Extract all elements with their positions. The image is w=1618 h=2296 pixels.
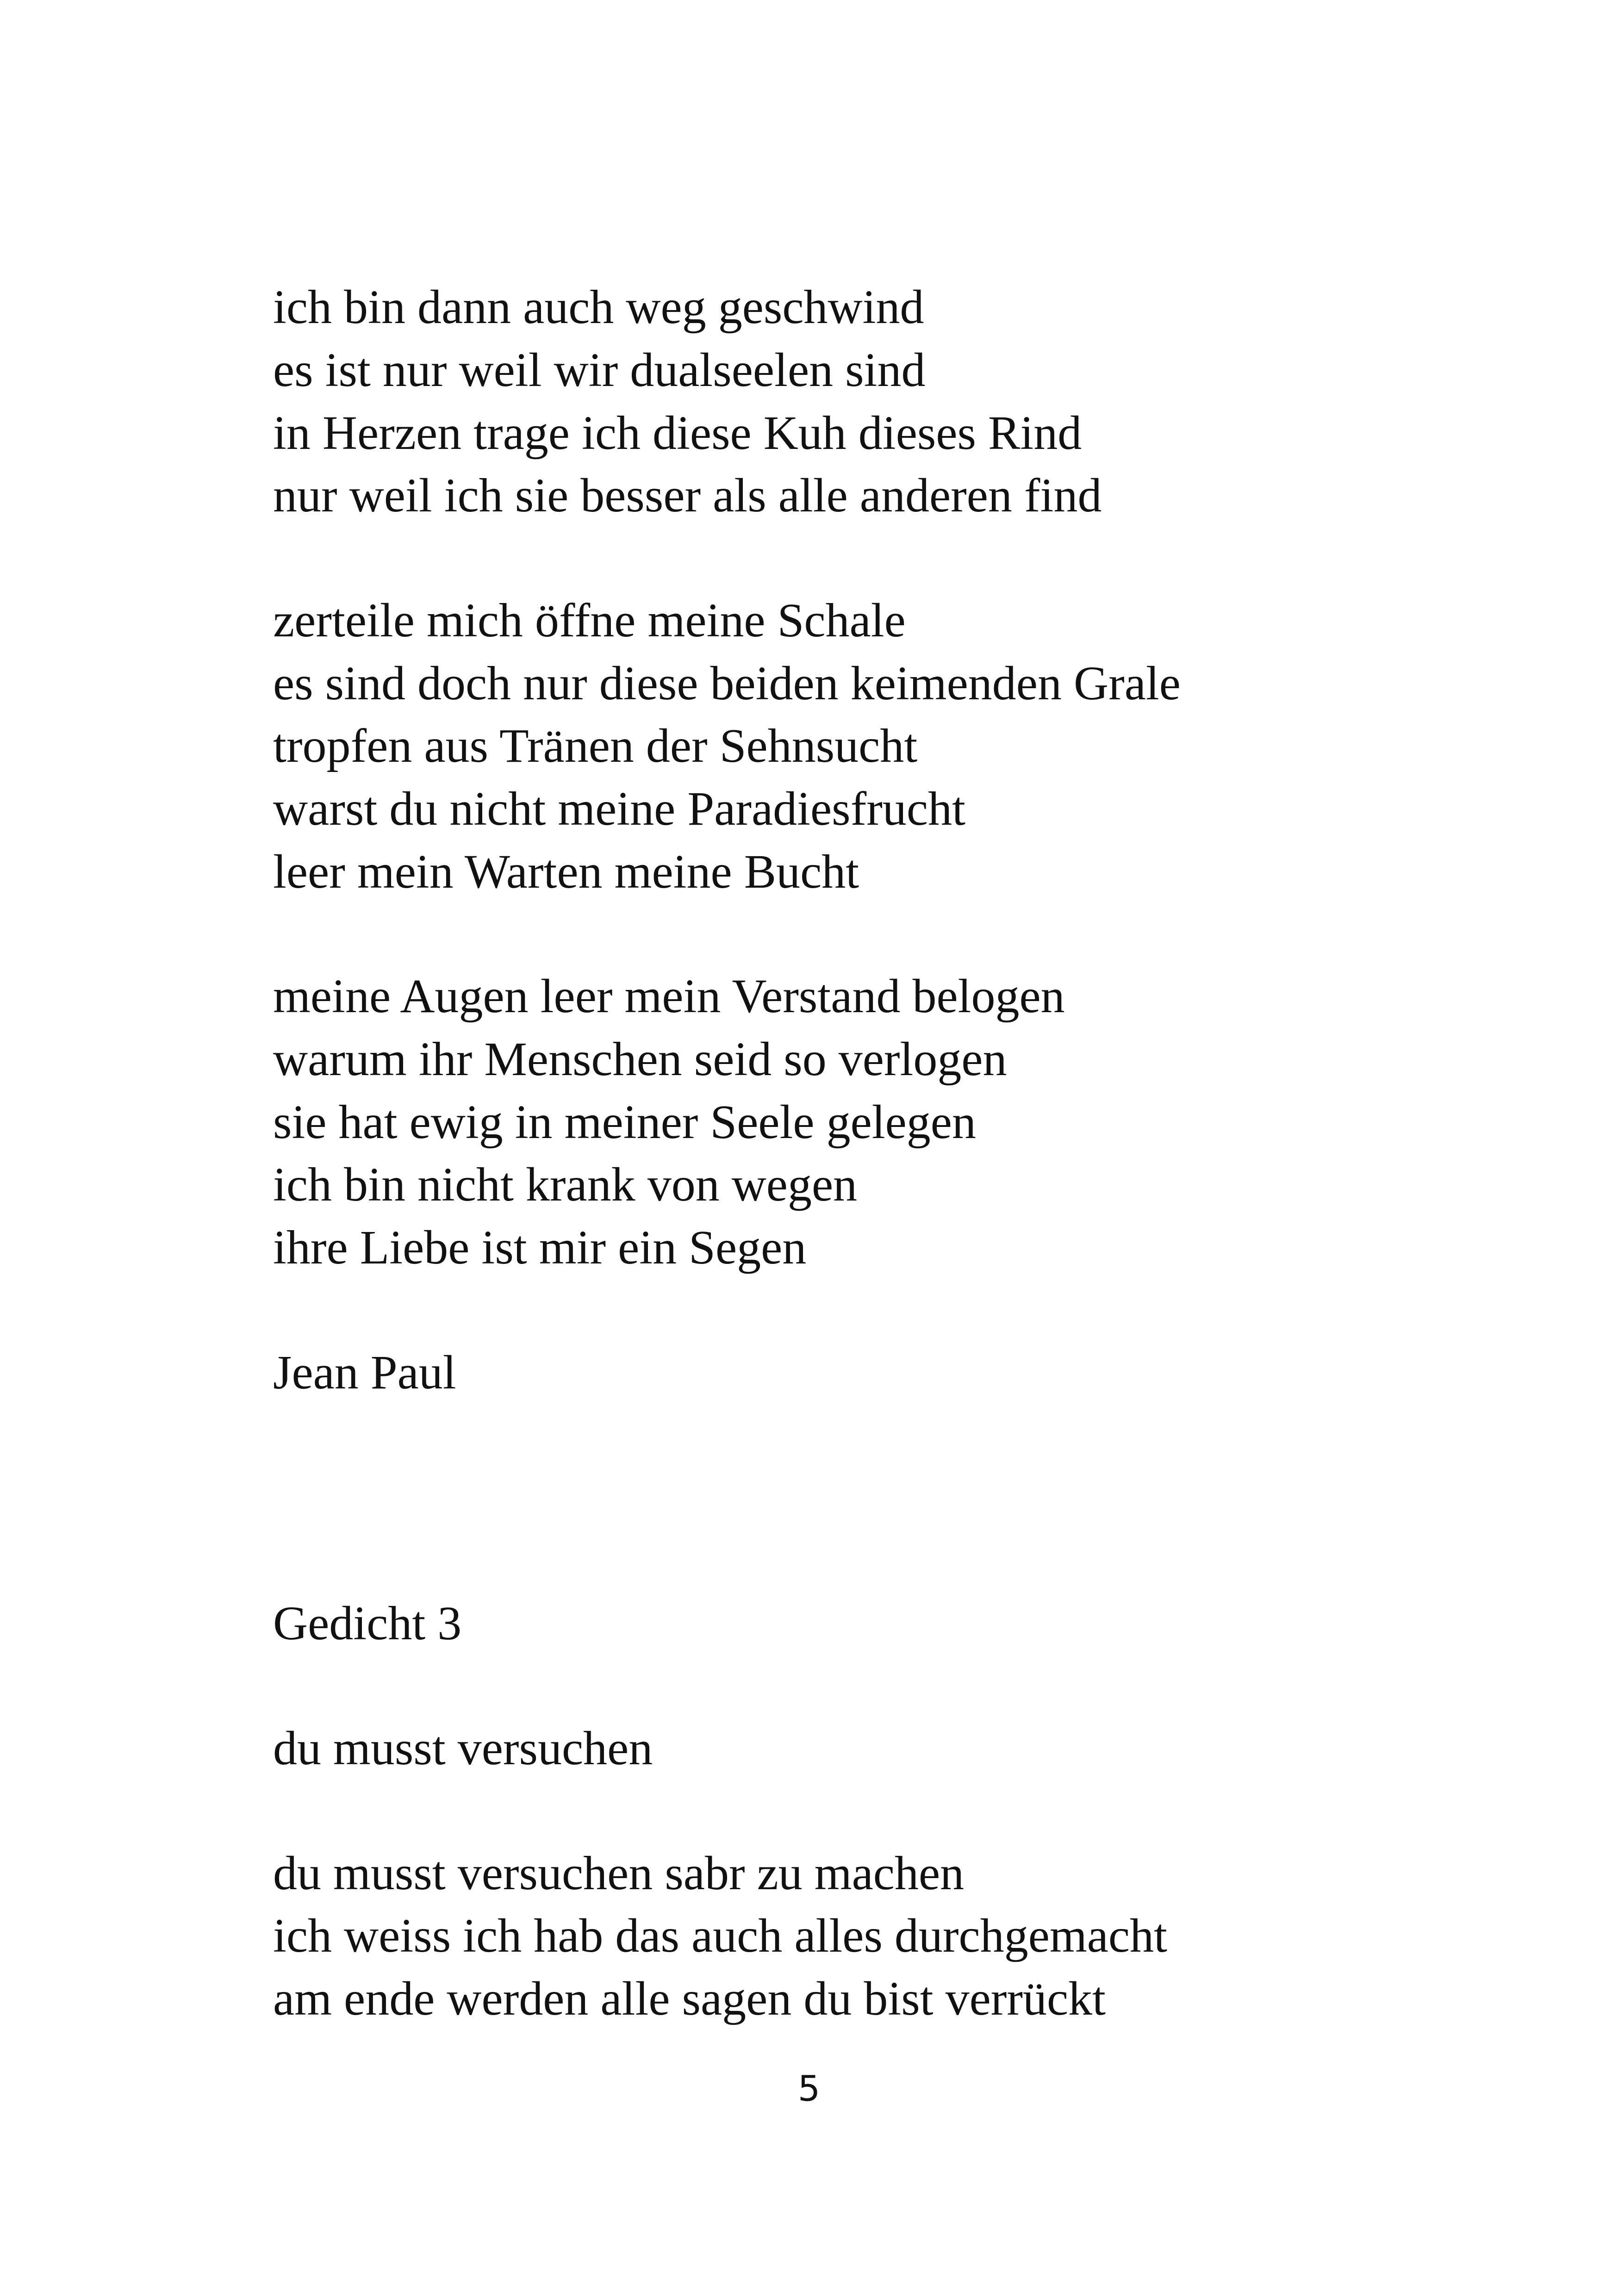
poem-line: du musst versuchen sabr zu machen <box>273 1847 965 1900</box>
poem-line: tropfen aus Tränen der Sehnsucht <box>273 719 918 772</box>
poem-line: warst du nicht meine Paradiesfrucht <box>273 782 965 835</box>
poem-line: in Herzen trage ich diese Kuh dieses Rind <box>273 406 1082 460</box>
poem-title: du musst versuchen <box>273 1722 653 1775</box>
poem-line: ich bin dann auch weg geschwind <box>273 280 924 334</box>
poem-line: sie hat ewig in meiner Seele gelegen <box>273 1095 976 1149</box>
poem-line: ihre Liebe ist mir ein Segen <box>273 1221 807 1274</box>
poem-line: leer mein Warten meine Bucht <box>273 845 859 898</box>
poem-line: es sind doch nur diese beiden keimenden Grale <box>273 657 1181 710</box>
poem-line: ich weiss ich hab das auch alles durchgemacht <box>273 1909 1167 1962</box>
poem-line: nur weil ich sie besser als alle anderen find <box>273 469 1102 522</box>
poem-heading: Gedicht 3 <box>273 1597 462 1650</box>
poem-line: am ende werden alle sagen du bist verrückt <box>273 1972 1106 2025</box>
author-signature: Jean Paul <box>273 1346 456 1399</box>
page-number: 5 <box>797 2068 821 2109</box>
poem-line: meine Augen leer mein Verstand belogen <box>273 970 1065 1023</box>
poem-line: warum ihr Menschen seid so verlogen <box>273 1033 1007 1086</box>
poem-line: ich bin nicht krank von wegen <box>273 1158 858 1211</box>
poem-line: es ist nur weil wir dualseelen sind <box>273 343 926 397</box>
poem-line: zerteile mich öffne meine Schale <box>273 594 906 647</box>
